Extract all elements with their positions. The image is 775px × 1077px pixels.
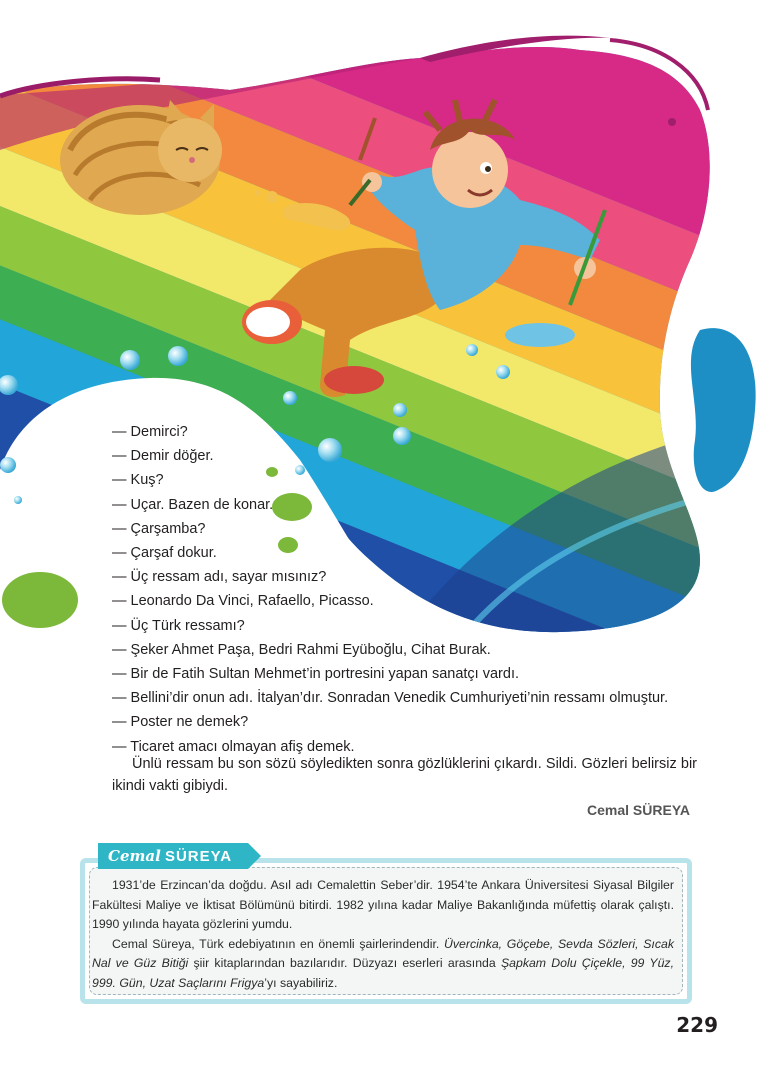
bio-text-segment: şiir kitaplarından bazılarıdır. Düzyazı eserleri arasında [188, 956, 501, 970]
biography-paragraph-1: 1931’de Erzincan’da doğdu. Asıl adı Cemalettin Seber’dir. 1954’te Ankara Üniversitesi Siyasal Bilgiler Fakültesi Maliye ve İktisat Bölümünü bitirdi. 1982 yılına kadar Maliye Bakanlığında müfettiş olarak çalıştı. 1990 yılında hayata gözlerini yumdu. [92, 878, 674, 931]
blue-splash [691, 328, 756, 492]
biography-title-last: SÜREYA [164, 848, 233, 865]
author-signature: Cemal SÜREYA [587, 802, 690, 818]
dialogue-line: — Demir döğer. [112, 448, 214, 465]
dialogue-line: — Üç Türk ressamı? [112, 617, 245, 634]
dialogue-line: — Üç ressam adı, sayar mısınız? [112, 569, 327, 586]
green-splash-left [2, 572, 78, 628]
bio-text-segment: Cemal Süreya, Türk edebiyatının en önemli şairlerindendir. [112, 936, 445, 951]
biography-text [92, 876, 674, 993]
dialogue-line: — Kuş? [112, 472, 164, 489]
bio-text-segment: ’yı sayabiliriz. [264, 975, 338, 990]
dialogue-list [112, 420, 668, 759]
bio-prose-titles: Şapkam Dolu Çiçekle, 99 Yüz, 999. Gün, Uzat Saçlarını Frigya [92, 956, 674, 990]
dialogue-line: — Uçar. Bazen de konar. [112, 496, 274, 513]
dialogue-line: — Leonardo Da Vinci, Rafaello, Picasso. [112, 593, 374, 610]
bio-poetry-titles: Üvercinka, Göçebe, Sevda Sözleri, Sıcak Nal ve Güz Bitiği [92, 936, 674, 970]
closing-paragraph: Ünlü ressam bu son sözü söyledikten sonra gözlüklerini çıkardı. Sildi. Gözleri belirsiz bir ikindi vakti gibiydi. [112, 756, 697, 794]
dialogue-line: — Bellini’dir onun adı. İtalyan’dır. Sonradan Venedik Cumhuriyeti’nin ressamı olmuştur. [112, 690, 669, 707]
dialogue-line: — Çarşamba? [112, 520, 206, 537]
dialogue-line: — Poster ne demek? [112, 714, 249, 731]
page-number: 229 [676, 1013, 718, 1037]
dialogue-line: — Çarşaf dokur. [112, 545, 217, 562]
biography-title-first: Cemal [108, 847, 161, 865]
dialogue-line: — Bir de Fatih Sultan Mehmet’in portresini yapan sanatçı vardı. [112, 666, 519, 683]
dialogue-line: — Ticaret amacı olmayan afiş demek. [112, 738, 355, 755]
biography-paragraph-2 [92, 935, 674, 994]
biography-title [98, 843, 248, 869]
dialogue-line: — Demirci? [112, 424, 188, 440]
dialogue-line: — Şeker Ahmet Paşa, Bedri Rahmi Eyüboğlu, Cihat Burak. [112, 641, 491, 658]
